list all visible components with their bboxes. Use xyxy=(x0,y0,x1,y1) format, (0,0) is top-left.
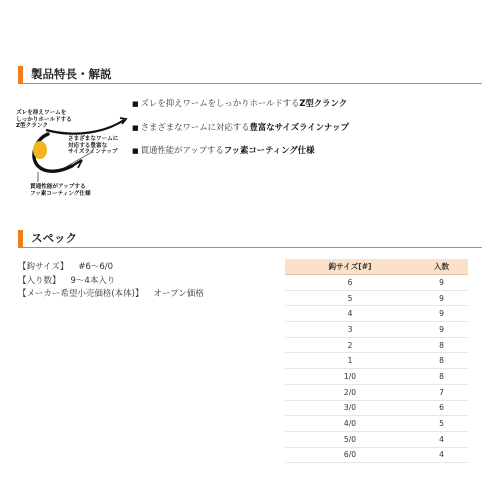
feature-item xyxy=(132,97,349,121)
table-row xyxy=(285,290,468,306)
cell-quantity: 5 xyxy=(415,416,468,432)
cell-size: 2/0 xyxy=(285,384,415,400)
table-row xyxy=(285,306,468,322)
header-quantity: 入数 xyxy=(415,259,468,275)
spec-label: 【入り数】 xyxy=(18,275,61,286)
bullet-square-icon: ■ xyxy=(132,100,139,108)
spec-line-price xyxy=(18,288,214,302)
spec-value: #6〜6/0 xyxy=(78,262,114,272)
feature-highlight: 豊富なサイズラインナップ xyxy=(249,121,349,132)
table-row xyxy=(285,322,468,338)
cell-quantity: 6 xyxy=(415,400,468,416)
cell-size: 5/0 xyxy=(285,431,415,447)
feature-text: 貫通性能がアップする xyxy=(140,145,224,155)
cell-quantity: 7 xyxy=(415,384,468,400)
cell-size: 4/0 xyxy=(285,416,415,432)
bullet-square-icon: ■ xyxy=(132,123,139,132)
cell-size: 6 xyxy=(285,275,415,291)
cell-quantity: 4 xyxy=(415,447,468,463)
table-row xyxy=(285,416,468,432)
spec-label: 【メーカー希望小売価格(本体)】 xyxy=(18,289,144,299)
cell-size: 6/0 xyxy=(285,447,415,463)
cell-size: 3 xyxy=(285,322,415,338)
feature-item xyxy=(132,121,349,145)
table-header-row xyxy=(285,259,468,275)
feature-highlight: フッ素コーティング仕様 xyxy=(223,145,315,155)
features-title: 製品特長・解説 xyxy=(31,67,112,81)
spec-line-hook-size xyxy=(18,261,214,275)
cell-size: 4 xyxy=(285,306,415,322)
table-row xyxy=(285,353,468,369)
table-row xyxy=(285,431,468,447)
cell-quantity: 8 xyxy=(415,337,468,353)
table-row xyxy=(285,447,468,463)
spec-table xyxy=(285,259,468,463)
feature-item xyxy=(132,144,349,168)
table-row xyxy=(285,384,468,400)
table-row xyxy=(285,369,468,385)
table-row xyxy=(285,275,468,291)
feature-text: さまざまなワームに対応する xyxy=(140,121,250,132)
spec-section-header xyxy=(18,230,482,248)
cell-size: 3/0 xyxy=(285,400,415,416)
callout-fluorine-coating: 貫通性能がアップする フッ素コーティング仕様 xyxy=(30,184,91,197)
cell-size: 5 xyxy=(285,290,415,306)
spec-value: 9〜4本入り xyxy=(70,275,116,286)
table-row xyxy=(285,337,468,353)
cell-quantity: 8 xyxy=(415,353,468,369)
cell-size: 1 xyxy=(285,353,415,369)
cell-quantity: 8 xyxy=(415,369,468,385)
spec-line-quantity xyxy=(18,275,214,289)
cell-quantity: 9 xyxy=(415,306,468,322)
feature-text: ズレを抑えワームをしっかりホールドする xyxy=(140,98,300,108)
cell-quantity: 9 xyxy=(415,290,468,306)
feature-highlight: Z型クランク xyxy=(299,98,348,108)
spec-label: 【鈎サイズ】 xyxy=(18,262,69,272)
cell-quantity: 9 xyxy=(415,275,468,291)
hook-illustration xyxy=(16,110,128,212)
bullet-square-icon: ■ xyxy=(132,147,139,155)
spec-value: オープン価格 xyxy=(153,289,204,299)
features-section-header xyxy=(18,66,482,84)
cell-quantity: 4 xyxy=(415,431,468,447)
cell-quantity: 9 xyxy=(415,322,468,338)
callout-size-lineup: さまざまなワームに 対応する豊富な サイズラインナップ xyxy=(68,136,119,156)
callout-z-crank: ズレを抑えワームを しっかりホールドする Z型クランク xyxy=(16,110,72,130)
spec-title: スペック xyxy=(31,231,77,245)
spec-lines xyxy=(18,261,214,302)
table-row xyxy=(285,400,468,416)
feature-list xyxy=(132,97,349,168)
cell-size: 1/0 xyxy=(285,369,415,385)
cell-size: 2 xyxy=(285,337,415,353)
header-hook-size: 鈎サイズ[#] xyxy=(285,259,415,275)
